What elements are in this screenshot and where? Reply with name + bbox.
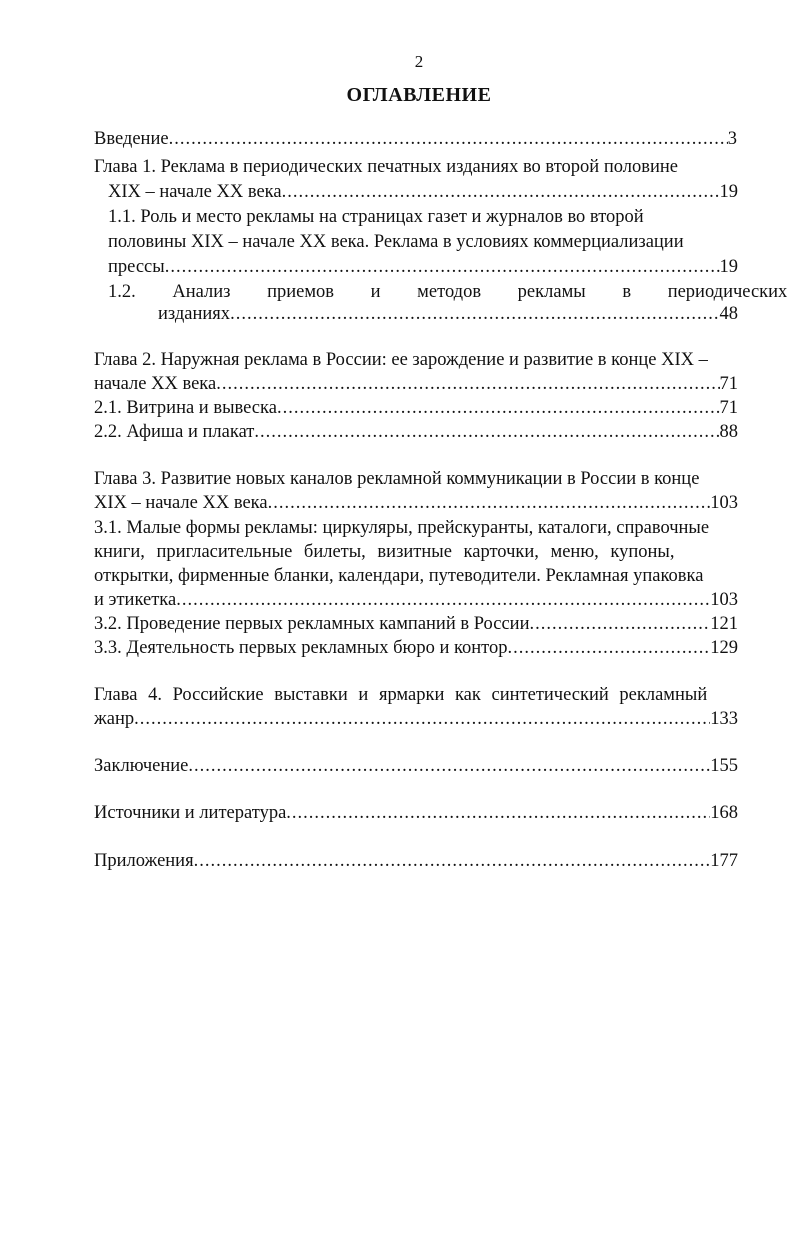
toc-entry-page: 71 — [719, 398, 738, 418]
toc-sources[interactable] — [94, 801, 738, 825]
toc-entry-page: 48 — [719, 304, 738, 324]
toc-section-3-2[interactable] — [94, 612, 738, 636]
toc-entry-page: 71 — [719, 374, 738, 394]
toc-entry-label: 1.2. Анализ приемов и методов рекламы в периодических — [108, 282, 788, 302]
toc-entry-label: изданиях — [158, 304, 231, 324]
page-title: ОГЛАВЛЕНИЕ — [346, 84, 492, 106]
toc-section-3-1-line3 — [94, 564, 703, 588]
toc-entry-page: 155 — [710, 756, 738, 776]
toc-entry-label: 2.1. Витрина и вывеска — [94, 398, 277, 418]
toc-entry-label: 3.2. Проведение первых рекламных кампаний в России — [94, 614, 530, 634]
toc-entry-page: 177 — [710, 851, 738, 871]
toc-chapter-3-cont[interactable] — [94, 491, 738, 515]
toc-entry-page: 103 — [710, 493, 738, 513]
toc-entry-label: Глава 3. Развитие новых каналов рекламной коммуникации в России в конце — [94, 469, 700, 489]
toc-section-2-1[interactable] — [94, 396, 738, 420]
toc-entry-label: начале XX века — [94, 374, 217, 394]
toc-section-2-2[interactable] — [94, 420, 738, 444]
toc-entry-label: половины XIX – начале XX века. Реклама в условиях коммерциализации — [108, 232, 684, 252]
toc-entry-label: Глава 1. Реклама в периодических печатных изданиях во второй половине — [94, 157, 678, 177]
toc-entry-page: 88 — [719, 422, 738, 442]
toc-conclusion[interactable] — [94, 754, 738, 778]
toc-entry-page: 133 — [710, 709, 738, 729]
toc-entry-label: XIX – начале XX века — [108, 182, 282, 202]
toc-entry-label: прессы — [108, 257, 165, 277]
toc-chapter-4-cont[interactable] — [94, 707, 738, 731]
toc-entry-label: Источники и литература — [94, 803, 287, 823]
page-number: 2 — [414, 52, 424, 71]
toc-entry-page: 19 — [719, 182, 738, 202]
toc-entry-page: 121 — [710, 614, 738, 634]
toc-entry-label: 2.2. Афиша и плакат — [94, 422, 255, 442]
toc-entry-label: Глава 4. Российские выставки и ярмарки как синтетический рекламный — [94, 685, 708, 705]
toc-entry-label: Глава 2. Наружная реклама в России: ее зарождение и развитие в конце XIX – — [94, 350, 708, 370]
toc-entry-label: Введение — [94, 129, 169, 149]
toc-chapter-1-cont[interactable] — [108, 180, 738, 204]
toc-entry-label: и этикетка — [94, 590, 177, 610]
toc-chapter-2[interactable] — [94, 348, 708, 372]
toc-section-1-1[interactable] — [108, 205, 742, 229]
toc-entry-label: 3.3. Деятельность первых рекламных бюро и контор — [94, 638, 508, 658]
toc-entry-page: 129 — [710, 638, 738, 658]
toc-section-1-2[interactable] — [108, 280, 788, 304]
toc-entry-label: 1.1. Роль и место рекламы на страницах газет и журналов во второй — [108, 207, 644, 227]
toc-entry-page: 103 — [710, 590, 738, 610]
toc-section-1-1-line2 — [108, 230, 742, 254]
toc-entry-label: XIX – начале XX века — [94, 493, 268, 513]
toc-section-1-1-cont[interactable] — [108, 255, 738, 279]
toc-chapter-1[interactable] — [94, 155, 742, 179]
toc-appendices[interactable] — [94, 849, 738, 873]
toc-section-3-3[interactable] — [94, 636, 738, 660]
toc-entry-label: 3.1. Малые формы рекламы: циркуляры, прейскуранты, каталоги, справочные — [94, 518, 710, 538]
toc-chapter-2-cont[interactable] — [94, 372, 738, 396]
toc-entry-page: 19 — [719, 257, 738, 277]
toc-entry-label: открытки, фирменные бланки, календари, путеводители. Рекламная упаковка — [94, 566, 704, 586]
toc-section-1-2-cont[interactable] — [158, 302, 738, 326]
toc-entry-page: 3 — [727, 129, 737, 149]
toc-chapter-3[interactable] — [94, 467, 699, 491]
toc-entry-intro[interactable] — [94, 127, 737, 151]
toc-entry-page: 168 — [710, 803, 738, 823]
toc-entry-label: книги, пригласительные билеты, визитные карточки, меню, купоны, — [94, 542, 675, 562]
toc-section-3-1-cont[interactable] — [94, 588, 738, 612]
toc-section-3-1-line2 — [94, 540, 674, 564]
toc-section-3-1[interactable] — [94, 516, 709, 540]
toc-entry-label: Заключение — [94, 756, 189, 776]
toc-entry-label: жанр — [94, 709, 135, 729]
toc-chapter-4[interactable] — [94, 683, 707, 707]
toc-entry-label: Приложения — [94, 851, 194, 871]
